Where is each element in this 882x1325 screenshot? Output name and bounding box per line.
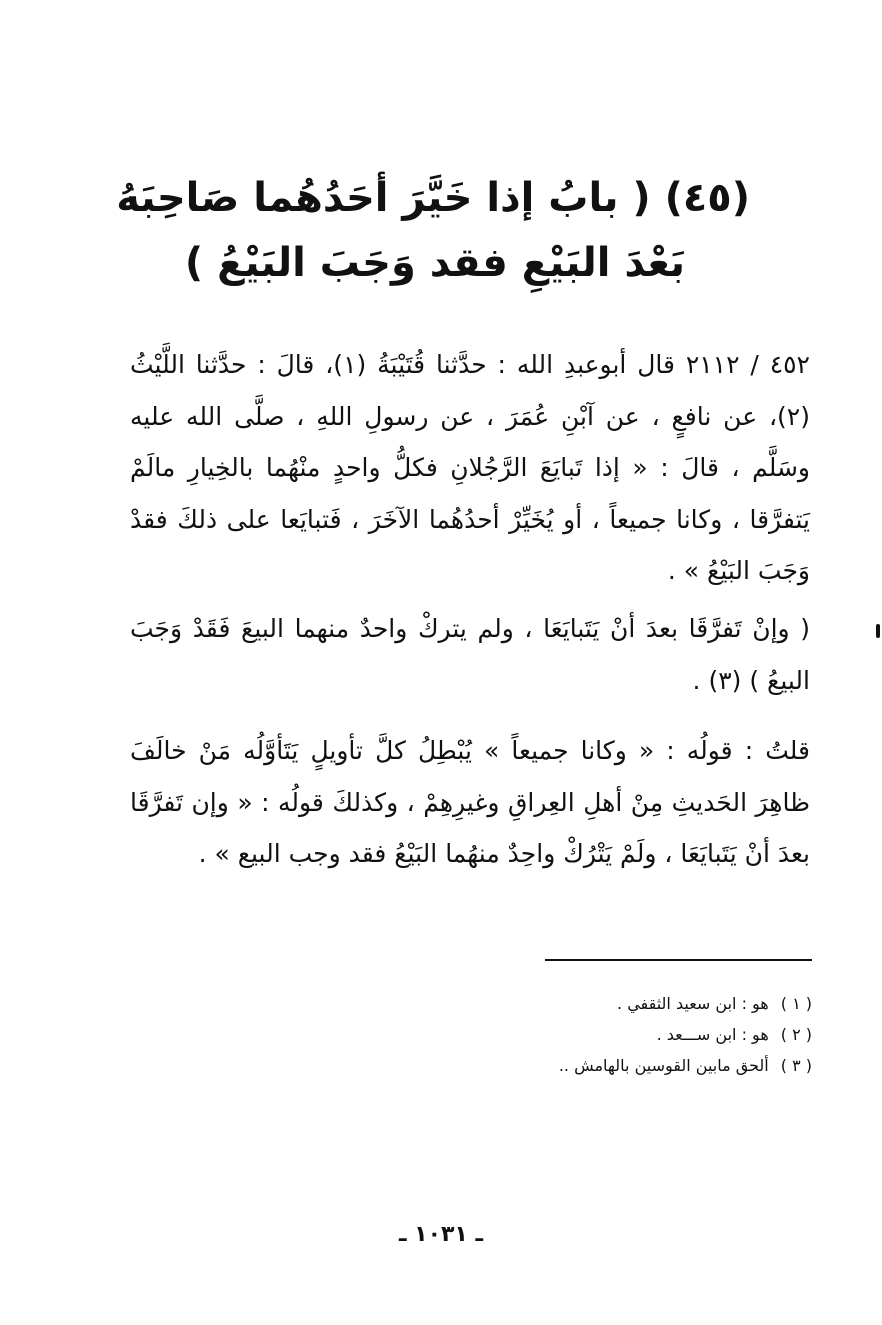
footnote-number: ( ١ ): [780, 994, 812, 1013]
footnote-3: [300, 1050, 812, 1081]
marginal-addition-paragraph: ( وإنْ تَفرَّقَا بعدَ أنْ يَتَبايَعَا ، ولم يتركْ واحدٌ منهما البيعَ فَقَدْ وَجَبَ البيعُ ) (٣) .: [130, 614, 810, 695]
footnote-text: ألحق مابين القوسين بالهامش ..: [558, 1056, 769, 1075]
footnote-text: هو : ابن سعيد الثقفي .: [617, 994, 769, 1013]
hadith-paragraph: ٤٥٢ / ٢١١٢ قال أبوعبدِ الله : حدَّثنا قُتَيْبَةُ (١)، قالَ : حدَّثنا اللَّيْثُ (٢)، عن نافعٍ ، عن آبْنِ عُمَرَ ، عن رسولِ اللهِ ، صلَّى الله عليه وسَلَّم ، قالَ : « إذا تَبايَعَ الرَّجُلانِ فكلُّ واحدٍ منْهُما بالخِيارِ مالَمْ يَتفرَّقا ، وكانا جميعاً ، أو يُخَيِّرْ أحدُهُما الآخَرَ ، فَتبايَعا على ذلكَ فقدْ وَجَبَ البَيْعُ » .: [130, 350, 810, 585]
page-number: ـ ١٠٣١ ـ: [398, 1222, 484, 1247]
footnotes: [300, 988, 812, 1081]
footnote-text: هو : ابن ســـعد .: [656, 1025, 769, 1044]
footnote-separator: [545, 959, 812, 961]
scan-edge-mark: [876, 624, 880, 638]
footnote-1: [300, 988, 812, 1019]
footnote-number: ( ٢ ): [780, 1025, 812, 1044]
chapter-title-line-2: بَعْدَ البَيْعِ فقد وَجَبَ البَيْعُ ): [184, 240, 686, 286]
footnote-number: ( ٣ ): [780, 1056, 812, 1075]
chapter-title-line-1: (٤٥) ( بابُ إذا خَيَّرَ أحَدُهُما صَاحِبَهُ: [116, 175, 750, 221]
commentary-paragraph: قلتُ : قولُه : « وكانا جميعاً » يُبْطِلُ كلَّ تأويلٍ يَتَأوَّلُه مَنْ خالَفَ ظاهِرَ الحَديثِ مِنْ أهلِ العِراقِ وغيرِهِمْ ، وكذلكَ قولُه : « وإن تَفرَّقَا بعدَ أنْ يَتَبايَعَا ، ولَمْ يَتْرُكْ واحِدٌ منهُما البَيْعُ فقد وجب البيع » .: [130, 736, 810, 868]
footnote-2: [300, 1019, 812, 1050]
